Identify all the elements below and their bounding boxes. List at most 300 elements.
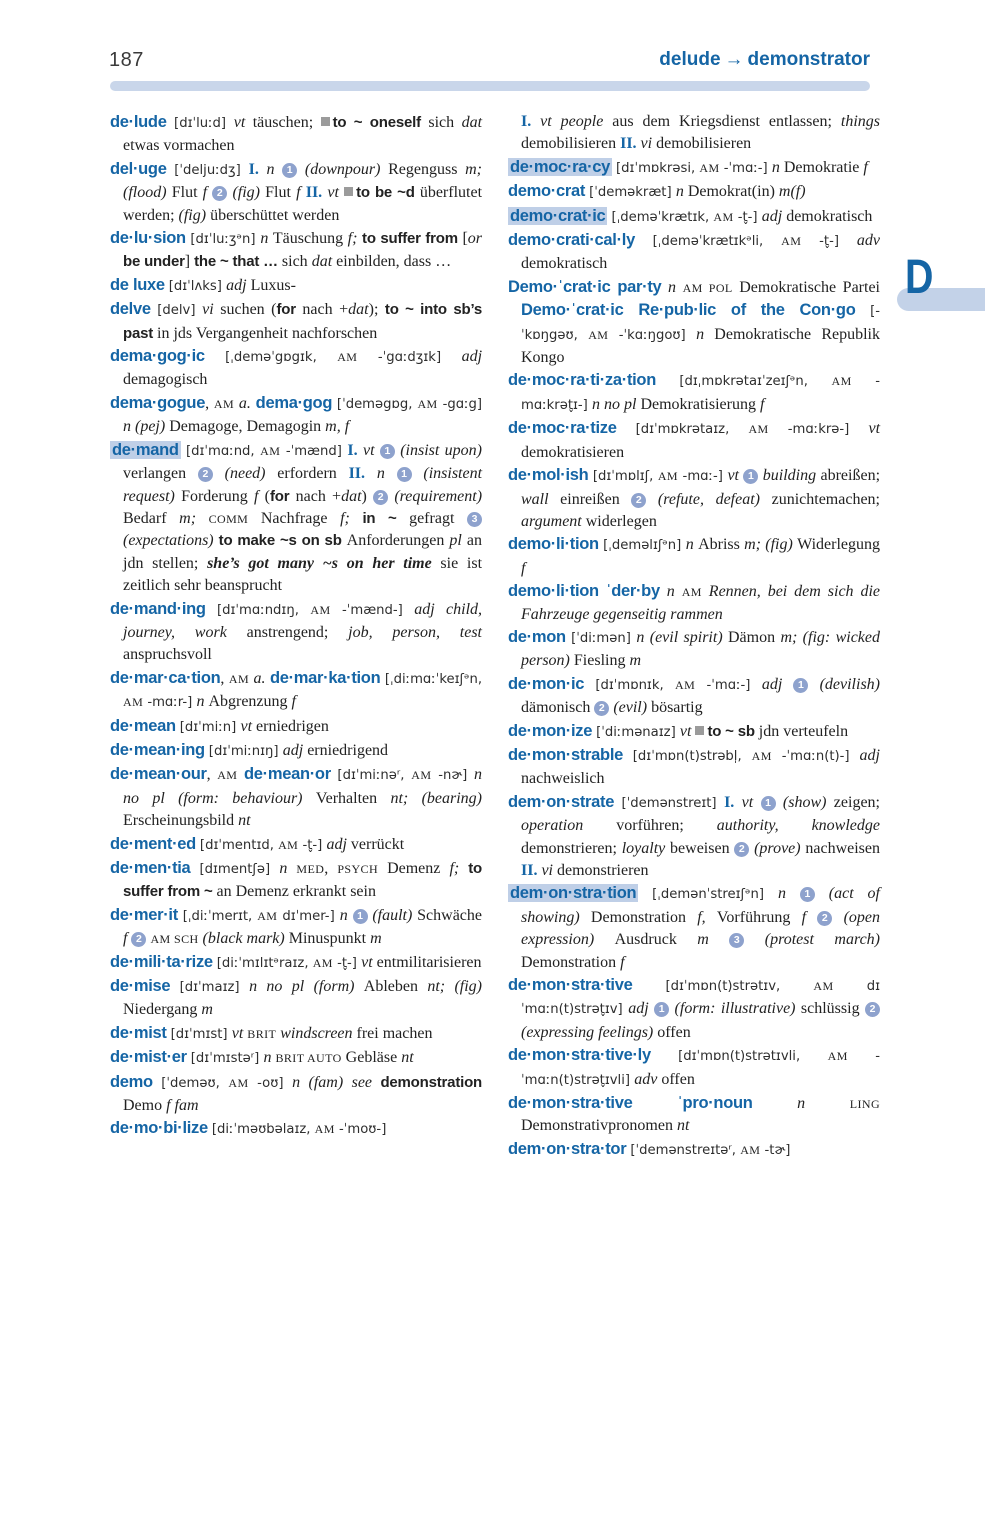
translation-text: Regenguss	[388, 160, 466, 178]
example-phrase: to suffer from	[362, 230, 463, 248]
grammar-or-usage-label: (devilish)	[808, 675, 881, 693]
region-or-subject-label: AM	[213, 396, 235, 411]
dictionary-entry	[508, 180, 880, 204]
sense-number-badge: 1	[793, 678, 808, 693]
grammar-or-usage-label: operation	[521, 817, 617, 835]
dictionary-entry	[110, 298, 482, 345]
translation-text: entmilitarisieren	[376, 953, 482, 971]
roman-numeral: II.	[305, 184, 328, 202]
translation-text: Demokrat(in)	[687, 183, 779, 201]
grammar-or-usage-label: (act of showing)	[521, 885, 880, 926]
translation-text: abreißen;	[820, 467, 881, 485]
phonetics: -ˈgɑːdʒɪk]	[357, 350, 462, 366]
translation-text: verlangen	[123, 465, 198, 483]
grammar-or-usage-label: vt	[233, 114, 253, 131]
grammar-or-usage-label: n	[279, 860, 297, 877]
grammar-or-usage-label: n	[696, 325, 715, 343]
grammar-or-usage-label: f	[253, 487, 265, 505]
headword: dema·gog·ic	[110, 347, 205, 366]
translation-text: Minuspunkt	[288, 930, 371, 948]
translation-text	[170, 978, 179, 995]
phonetics: [dɪˈmaɪz]	[179, 980, 250, 996]
sense-number-badge: 2	[198, 467, 213, 482]
phonetics: [-ˈkɒŋgəʊ,	[521, 304, 880, 343]
translation-text: ,	[206, 766, 218, 784]
translation-text: demonstrieren;	[521, 839, 622, 857]
headword: de·moc·ra·ti·za·tion	[508, 371, 656, 390]
translation-text	[153, 1074, 161, 1091]
headword: Demo·ˈcrat·ic Re·pub·lic of the Con·go	[521, 301, 856, 320]
grammar-or-usage-label: f,	[697, 908, 717, 926]
headword: de·ment·ed	[110, 834, 196, 853]
page-number: 187	[109, 49, 144, 71]
headword: dema·gogue	[110, 393, 206, 412]
translation-text: einbilden, dass …	[336, 253, 452, 271]
translation-text: [	[462, 230, 468, 248]
phonetics: [ˈdeməʊ,	[161, 1075, 229, 1091]
grammar-or-usage-label: f	[620, 953, 625, 971]
example-phrase: to suffer from ~	[123, 860, 483, 901]
phonetics: [dɪˈmɑːnd,	[186, 443, 261, 459]
phonetics: [dɪˈmɒlɪʃ,	[592, 469, 658, 485]
phonetics: -tɚ]	[760, 1142, 791, 1158]
grammar-or-usage-label: dat	[341, 487, 362, 505]
headword: Demo·ˈcrat·ic par·ty	[508, 277, 662, 296]
translation-text: nach +	[295, 487, 342, 505]
region-or-subject-label: AM	[699, 160, 720, 175]
grammar-or-usage-label: vt	[231, 1024, 248, 1042]
phonetics: -t̬-]	[801, 234, 857, 250]
headword: de·mise	[110, 977, 171, 996]
dictionary-entry	[508, 369, 880, 417]
translation-text: Nachfrage	[248, 509, 341, 527]
phonetics: -ˈmænd]	[280, 443, 348, 459]
phonetics: [ˈdemənstreɪtəʳ,	[630, 1142, 741, 1158]
translation-text: erniedrigen	[256, 717, 329, 735]
sense-number-badge: 2	[212, 186, 227, 201]
region-or-subject-label: AM	[123, 695, 144, 710]
dictionary-entry	[110, 739, 482, 763]
phonetics: [dɪˈmiːnəʳ,	[337, 768, 412, 784]
dictionary-entry	[110, 227, 482, 274]
grammar-or-usage-label: vt	[240, 717, 257, 735]
headword: demo·li·tion ˈder·by	[508, 582, 660, 601]
sense-number-badge: 1	[800, 887, 815, 902]
grammar-or-usage-label: m, f	[325, 418, 350, 436]
region-or-subject-label: AM	[751, 748, 772, 763]
grammar-or-usage-label: vt	[361, 953, 377, 971]
dictionary-entry	[110, 392, 482, 439]
dictionary-entry	[110, 1117, 482, 1141]
translation-text: Demo	[123, 1097, 167, 1115]
translation-text: Abgrenzung	[208, 693, 292, 711]
region-or-subject-label: AM	[831, 374, 852, 389]
grammar-or-usage-label: vi	[640, 135, 657, 153]
translation-text: nachweislich	[521, 770, 605, 788]
grammar-or-usage-label: (refute, defeat)	[646, 490, 772, 508]
sense-number-badge: 2	[734, 842, 749, 857]
grammar-or-usage-label: vt	[327, 184, 345, 202]
headword: de·mar·ca·tion	[110, 668, 221, 687]
phonetics: dɪˈmɑːn(t)strət̬ɪv]	[521, 979, 881, 1018]
grammar-or-usage-label: adj	[761, 207, 787, 225]
headword: de·lu·sion	[110, 229, 186, 248]
phonetics: [diːˈməʊbəlaɪz,	[211, 1122, 315, 1138]
phonetics: [ˌdiːmɑːˈkeɪʃᵊn,	[384, 671, 483, 687]
region-or-subject-label: LING	[849, 1097, 881, 1112]
dictionary-entry	[508, 673, 880, 720]
phonetics: [ˌdeməˈkrætɪkᵊli,	[652, 234, 782, 250]
grammar-or-usage-label: f	[521, 559, 526, 577]
translation-text: sich	[281, 253, 312, 271]
translation-text: );	[368, 301, 385, 319]
translation-text	[205, 348, 225, 365]
grammar-or-usage-label: (fault)	[367, 906, 418, 924]
dictionary-entry	[508, 417, 880, 464]
header-to-word: demonstrator	[747, 49, 870, 70]
grammar-or-usage-label: (protest march)	[744, 931, 881, 949]
phonetics: [dɪˈmɒkrətaɪz,	[635, 422, 749, 438]
grammar-or-usage-label: pl	[449, 532, 467, 550]
sense-number-badge: 2	[865, 1002, 880, 1017]
region-or-subject-label: AM	[748, 422, 769, 437]
dictionary-entry	[508, 1044, 880, 1092]
translation-text: sie ist zeitlich sehr beansprucht	[123, 554, 483, 595]
dictionary-entry	[508, 791, 880, 883]
headword: de·mon·stra·tive	[508, 976, 633, 995]
grammar-or-usage-label: vt	[679, 722, 696, 740]
sense-number-badge: 3	[729, 933, 744, 948]
translation-text: anstrengend;	[246, 623, 349, 641]
sense-number-badge: 1	[397, 467, 412, 482]
dictionary-entry	[110, 951, 482, 975]
headword: de·men·tia	[110, 859, 191, 877]
translation-text: ,	[205, 394, 214, 412]
translation-text: täuschen;	[252, 114, 321, 131]
translation-text: ,	[220, 669, 229, 687]
grammar-or-usage-label: n	[797, 1095, 850, 1113]
grammar-or-usage-label: vt	[868, 420, 881, 438]
region-or-subject-label: AM	[417, 396, 438, 411]
grammar-or-usage-label: f	[759, 395, 765, 413]
sense-number-badge: 2	[631, 493, 646, 508]
region-or-subject-label: BRIT AUTO	[275, 1051, 342, 1066]
example-phrase: to ~ sb	[707, 722, 759, 740]
sense-number-badge: 1	[743, 469, 758, 484]
phonetics: -t̬-]	[733, 209, 762, 225]
region-or-subject-label: AM	[411, 768, 432, 783]
grammar-or-usage-label: Rennen, bei dem sich die Fahrzeuge gegenseitig rammen	[521, 583, 881, 623]
translation-text: Flut	[171, 184, 203, 202]
dictionary-entry	[110, 1071, 482, 1118]
translation-text	[623, 747, 633, 764]
translation-text: offen	[661, 1070, 695, 1088]
sense-number-badge: 1	[761, 796, 776, 811]
headword: dem·on·stra·tor	[508, 1139, 627, 1158]
sense-number-badge: 1	[380, 444, 395, 459]
headword: de·mean·or	[243, 765, 331, 784]
header-from-word: delude	[659, 49, 721, 70]
grammar-or-usage-label: adj	[226, 276, 251, 294]
phonetics: [ˌdeməˈgɒgɪk,	[225, 350, 338, 366]
grammar-or-usage-label: (downpour)	[297, 160, 389, 178]
page-header-range	[659, 49, 870, 71]
header-divider-bar	[110, 81, 870, 91]
region-or-subject-label: AM	[813, 979, 834, 994]
dictionary-entry	[508, 1092, 880, 1138]
grammar-or-usage-label: m	[697, 931, 730, 949]
grammar-or-usage-label: m	[370, 930, 382, 948]
headword: de·mean·our	[110, 765, 207, 784]
example-phrase: the ~ that …	[194, 253, 282, 271]
phonetics: [dɪˈmɒkrəsi,	[616, 160, 700, 176]
phonetics: -oʊ]	[248, 1075, 293, 1091]
phonetics: -t̬-]	[298, 837, 327, 853]
grammar-or-usage-label: n (evil spirit)	[636, 628, 728, 646]
translation-text: Demonstrativpronomen	[521, 1117, 677, 1135]
region-or-subject-label: AM	[310, 602, 331, 617]
translation-text: demokratisch	[786, 207, 873, 225]
grammar-or-usage-label: wall	[521, 490, 561, 508]
translation-text: Demenz	[378, 860, 450, 877]
translation-text: Bedarf	[123, 509, 180, 527]
dictionary-entry	[110, 1046, 482, 1070]
phonetics: -mɑːkrət̬ɪ-]	[521, 374, 880, 413]
region-or-subject-label: MED	[296, 862, 325, 876]
grammar-or-usage-label: n	[376, 465, 397, 483]
translation-text: (	[264, 487, 270, 505]
roman-numeral: I.	[248, 160, 267, 178]
grammar-or-usage-label: f	[291, 693, 296, 711]
grammar-or-usage-label: vt	[741, 793, 761, 811]
headword: dem·on·strate	[508, 792, 615, 811]
phonetics: -ˈkɑːŋgoʊ]	[608, 327, 697, 343]
phonetics: [ˌdemənˈstreɪʃᵊn]	[652, 887, 779, 903]
phonetics: [dɪmentʃə]	[199, 862, 280, 877]
translation-text: suchen (	[220, 301, 277, 319]
dictionary-entry	[508, 974, 880, 1044]
grammar-or-usage-label: nt; (bearing)	[390, 789, 483, 807]
translation-text: überschüttet werden	[210, 206, 340, 224]
grammar-or-usage-label: nt	[401, 1049, 414, 1067]
roman-numeral: I.	[724, 793, 742, 811]
grammar-or-usage-label: (form: illustrative)	[669, 1000, 801, 1018]
example-phrase: to ~ oneself	[332, 114, 429, 131]
phonetics: [dɪˈmentɪd,	[199, 837, 279, 853]
translation-text: Dämon	[728, 628, 781, 646]
headword: de·moc·ra·cy	[510, 157, 611, 176]
dictionary-entry	[508, 464, 880, 533]
grammar-or-usage-label: (black mark)	[198, 930, 289, 948]
grammar-or-usage-label: n (pej)	[123, 418, 170, 436]
sense-number-badge: 2	[373, 490, 388, 505]
grammar-or-usage-label: n	[260, 230, 273, 248]
grammar-or-usage-label: m; (fig)	[744, 536, 798, 554]
headword: dem·on·stra·tion	[510, 884, 637, 903]
translation-text: demobilisieren	[656, 135, 752, 153]
dictionary-entry	[110, 857, 482, 904]
translation-text: Forderung	[181, 487, 254, 505]
grammar-or-usage-label: n	[675, 183, 688, 201]
grammar-or-usage-label: adj	[859, 746, 880, 764]
dictionary-entry	[508, 720, 880, 744]
roman-numeral: I.	[347, 441, 363, 459]
headword: de·mand·ing	[110, 599, 206, 618]
translation-text: jdn verteufeln	[758, 722, 849, 740]
headword: de·mer·it	[110, 905, 178, 924]
grammar-or-usage-label: (insistent request)	[123, 465, 483, 505]
phonetics: [dɪˈmɪstəʳ]	[190, 1051, 264, 1067]
headword: de·mon	[508, 627, 566, 646]
sense-number-badge: 1	[282, 163, 297, 178]
grammar-or-usage-label: n no pl (form: behaviour)	[123, 766, 483, 807]
translation-text: Demokratische Republik Kongo	[521, 325, 880, 367]
phonetics: [ˈdeljuːdʒ]	[174, 162, 249, 178]
phonetics: -ˈmɑː-]	[719, 160, 772, 176]
grammar-or-usage-label: n no pl	[592, 395, 641, 413]
translation-text: Fiesling	[573, 652, 630, 670]
grammar-or-usage-label: n	[196, 693, 209, 711]
translation-text: zunichtemachen;	[771, 490, 880, 508]
phonetics: [ˈdiːmən]	[571, 630, 637, 646]
grammar-or-usage-label: a.	[238, 394, 256, 412]
grammar-or-usage-label: vt people	[540, 113, 613, 130]
translation-text: erfordern	[277, 465, 349, 483]
region-or-subject-label: AM	[781, 234, 802, 249]
dictionary-entry	[508, 744, 880, 791]
translation-text: demokratisieren	[521, 443, 625, 461]
phonetics: [ˈdeməgɒg,	[336, 396, 418, 412]
translation-text	[206, 601, 217, 618]
grammar-or-usage-label: authority, knowledge	[716, 817, 880, 835]
headword: de·mist	[110, 1023, 167, 1042]
grammar-or-usage-label: n	[339, 906, 353, 924]
grammar-or-usage-label: adj	[761, 675, 794, 693]
translation-text: etwas vormachen	[123, 137, 235, 155]
translation-text: widerlegen	[585, 512, 657, 530]
phonetics: -mɑːkrə-]	[768, 422, 869, 438]
region-or-subject-label: BRIT	[247, 1026, 277, 1041]
phonetics: [ˈdiːmənaɪz]	[596, 724, 680, 740]
translation-text	[617, 420, 636, 437]
grammar-or-usage-label: (prove)	[749, 839, 806, 857]
grammar-or-usage-label: f	[123, 930, 132, 948]
translation-text: Widerlegung	[797, 536, 881, 554]
grammar-or-usage-label: n	[263, 1049, 276, 1067]
dictionary-entry	[110, 598, 482, 667]
dictionary-entry	[110, 715, 482, 739]
grammar-or-usage-label: (evil)	[609, 699, 652, 717]
grammar-or-usage-label: job, person, test	[348, 623, 483, 641]
grammar-or-usage-label: adj	[461, 348, 483, 366]
phonetics: [dɪˈmiːnɪŋ]	[208, 743, 283, 759]
grammar-or-usage-label: dat	[461, 114, 483, 131]
dictionary-entry	[508, 580, 880, 626]
phonetics: [dɪˈmiːn]	[179, 719, 241, 735]
grammar-or-usage-label: f	[863, 158, 868, 176]
grammar-or-usage-label: f;	[340, 509, 363, 527]
example-phrase: be under	[123, 253, 185, 271]
headword: delve	[110, 300, 151, 319]
translation-text: Gebläse	[341, 1049, 402, 1067]
grammar-or-usage-label: (fig)	[227, 184, 266, 202]
headword: demo·crat	[508, 182, 586, 201]
grammar-or-usage-label: dat	[311, 253, 337, 271]
roman-numeral: II.	[348, 465, 377, 483]
grammar-or-usage-label: n	[771, 158, 784, 176]
phonetics: [ˌdeməlɪʃᵊn]	[603, 538, 686, 554]
headword: del·uge	[110, 159, 167, 178]
translation-text	[584, 676, 595, 693]
region-or-subject-label: AM	[657, 469, 678, 484]
headword: de·mean	[110, 716, 176, 735]
phonetics: -mɑː-]	[677, 469, 728, 485]
phonetics: [delv]	[157, 303, 203, 319]
phonetics: [dɪˈluːʒᵊn]	[190, 232, 261, 248]
grammar-or-usage-label: n	[685, 536, 699, 554]
dictionary-entry	[110, 345, 482, 392]
grammar-or-usage-label: or	[467, 230, 482, 248]
translation-text: demobilisieren	[521, 135, 621, 153]
phrase-marker-icon	[344, 187, 353, 196]
dictionary-entry	[110, 274, 482, 298]
translation-text: Demokratie	[783, 158, 864, 176]
translation-text: Täuschung	[272, 230, 348, 248]
dictionary-entry	[110, 111, 482, 158]
dictionary-entry	[110, 158, 482, 227]
translation-text: demagogisch	[123, 371, 208, 389]
dictionary-entry	[508, 229, 880, 276]
headword: de·mean·ing	[110, 740, 205, 759]
example-phrase: demonstration	[380, 1073, 483, 1091]
translation-text	[656, 372, 679, 389]
roman-numeral: II.	[620, 135, 641, 153]
translation-text: ]	[184, 253, 195, 271]
phonetics: [diːˈmɪlɪtᵊraɪz,	[216, 955, 313, 971]
phonetics: -ˈmɑːn(t)strət̬ɪvli]	[521, 1049, 881, 1088]
grammar-or-usage-label: vi	[541, 862, 557, 879]
headword: de·mon·ic	[508, 674, 585, 693]
region-or-subject-label: AM	[314, 1122, 335, 1137]
grammar-or-usage-label: adj child, journey, work	[123, 600, 483, 641]
headword: de luxe	[110, 275, 165, 294]
roman-numeral: II.	[521, 862, 542, 879]
region-or-subject-label: AM	[260, 443, 281, 458]
phrase-marker-icon	[321, 117, 330, 126]
phonetics: -ˈmɑːn(t)-]	[771, 748, 860, 764]
grammar-or-usage-label: n	[266, 160, 283, 178]
region-or-subject-label: AM	[257, 908, 278, 923]
translation-text: sich	[428, 114, 462, 131]
translation-text	[661, 279, 668, 296]
headword: de·mist·er	[110, 1048, 187, 1067]
grammar-or-usage-label: m; (fig: wicked person)	[521, 628, 881, 670]
example-phrase: to be ~d	[356, 184, 420, 202]
region-or-subject-label: AM	[228, 671, 250, 686]
sense-number-badge: 2	[131, 932, 146, 947]
phonetics: dɪˈmer-]	[277, 908, 340, 924]
translation-text	[632, 977, 665, 994]
headword: de·mol·ish	[508, 466, 589, 485]
phonetics: [ˌdeməˈkrætɪk,	[611, 209, 714, 225]
roman-numeral: I.	[521, 113, 541, 130]
translation-text: Ableben	[363, 978, 428, 996]
grammar-or-usage-label: (expectations)	[123, 532, 219, 550]
headword: demo·li·tion	[508, 535, 599, 554]
phonetics: [ˈdeməkræt]	[589, 185, 676, 201]
grammar-or-usage-label: f fam	[166, 1097, 199, 1115]
grammar-or-usage-label: argument	[521, 512, 586, 530]
